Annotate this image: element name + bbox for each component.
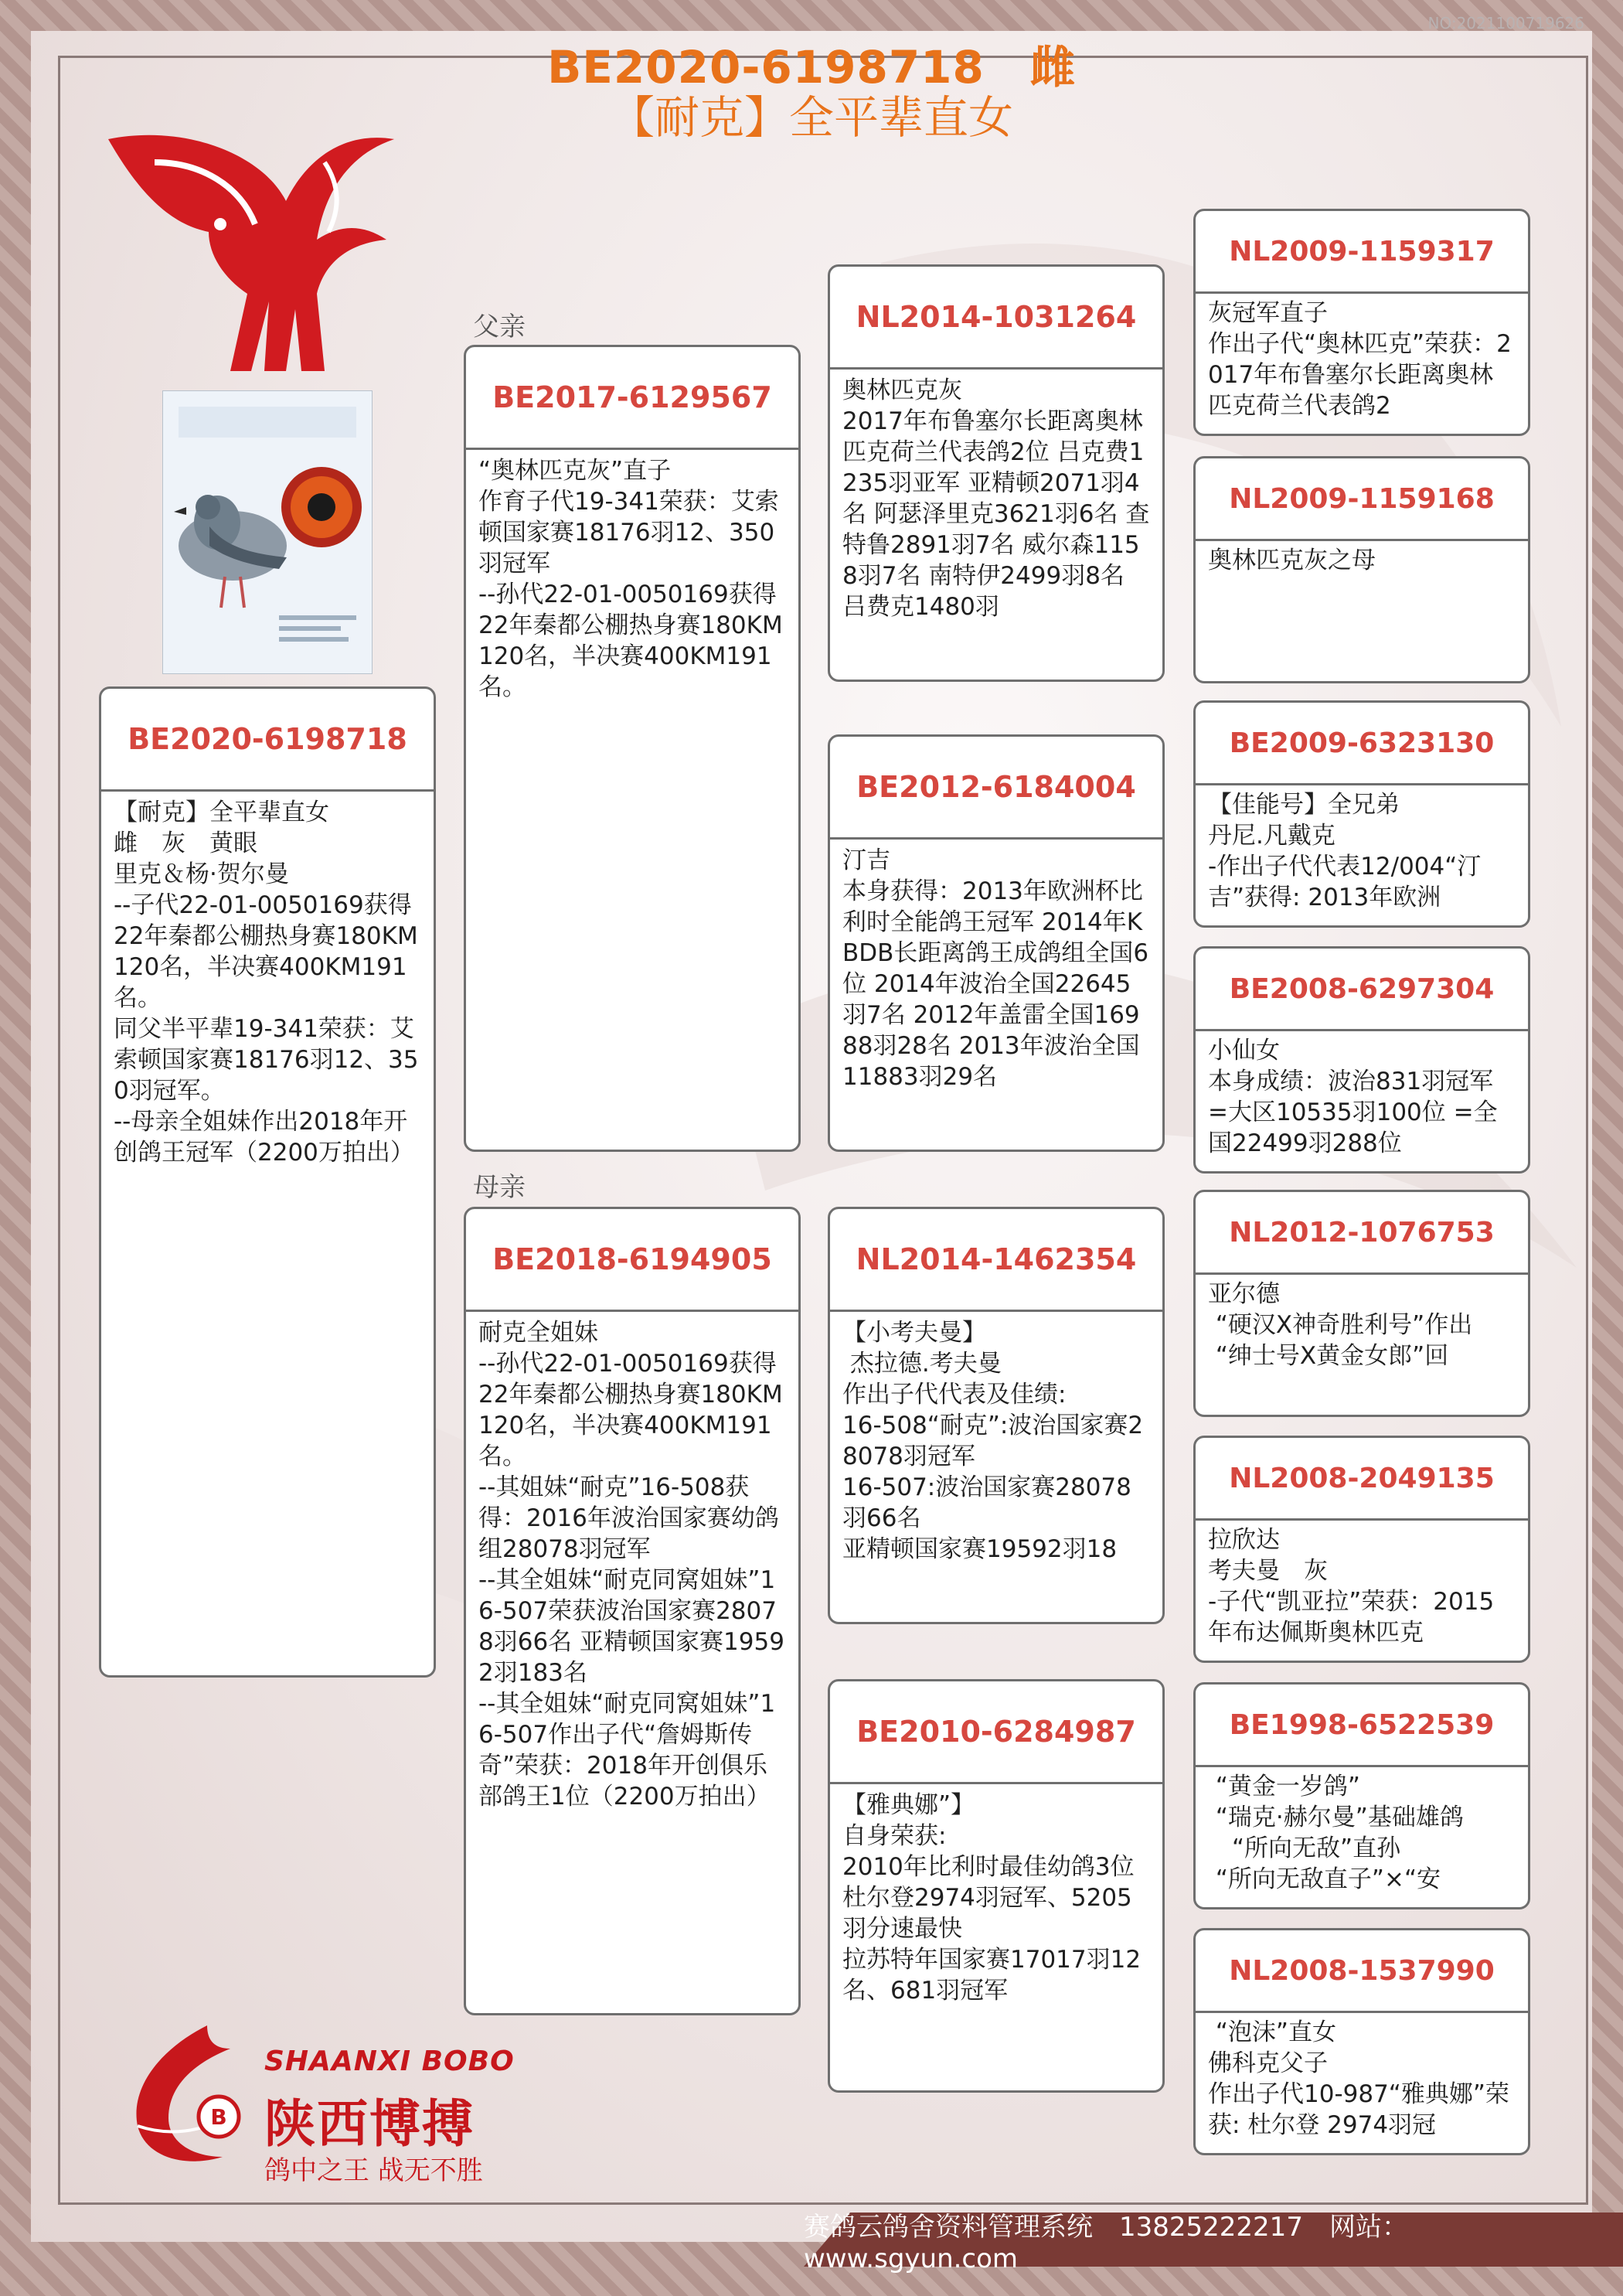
great-grandparent-ring-number: NL2009-1159317 bbox=[1196, 211, 1528, 294]
great-grandparent-notes: “泡沫”直女 佛科克父子 作出子代10-987“雅典娜”荣获: 杜尔登 2974羽冠 bbox=[1208, 2018, 1509, 2139]
great-grandparent-notes: 亚尔德 “硬汉X神奇胜利号”作出 “绅士号X黄金女郎”回 bbox=[1208, 1280, 1473, 1370]
brand-phoenix-icon bbox=[114, 2018, 269, 2172]
svg-text:B: B bbox=[210, 2104, 227, 2130]
father-label: 父亲 bbox=[473, 312, 526, 342]
great-grandparent-notes: 小仙女 本身成绩：波治831羽冠军 =大区10535羽100位 =全国22499羽288位 bbox=[1208, 1037, 1498, 1157]
pigeon-image bbox=[163, 391, 372, 673]
grandparent-card bbox=[828, 734, 1165, 1152]
great-grandparent-ring-number: NL2009-1159168 bbox=[1196, 458, 1528, 541]
mother-notes: 耐克全姐妹 --孙代22-01-0050169获得22年秦都公棚热身赛180KM120名，半决赛400KM191名。 --其姐妹“耐克”16-508获得：2016年波治国家赛幼鸽组28078羽冠军 --其全姐妹“耐克同窝姐妹”16-507荣获波治国家赛28078羽66名 亚精顿国家赛19592羽183名 --其全姐妹“耐克同窝姐妹”16-507作出子代“詹姆斯传奇”荣获：2018年开创俱乐部鸽王1位（2200万拍出） bbox=[478, 1319, 784, 1811]
great-grandparent-notes: “黄金一岁鸽” “瑞克·赫尔曼”基础雄鸽 “所向无敌”直孙 “所向无敌直子”×“安 bbox=[1215, 1773, 1464, 1893]
grandparent-ring-number: NL2014-1462354 bbox=[830, 1209, 1162, 1312]
great-grandparent-card bbox=[1193, 1190, 1530, 1417]
great-grandparent-card bbox=[1193, 1436, 1530, 1663]
great-grandparent-card bbox=[1193, 1682, 1530, 1909]
grandparent-card bbox=[828, 1679, 1165, 2093]
grandparent-card bbox=[828, 1207, 1165, 1624]
subject-ring-number: BE2020-6198718 bbox=[101, 689, 434, 792]
grandparent-ring-number: BE2012-6184004 bbox=[830, 737, 1162, 840]
great-grandparent-ring-number: BE2009-6323130 bbox=[1196, 703, 1528, 785]
mother-card bbox=[464, 1207, 801, 2015]
great-grandparent-card bbox=[1193, 209, 1530, 436]
grandparent-notes: 【雅典娜”】 自身荣获: 2010年比利时最佳幼鸽3位 杜尔登2974羽冠军、5205 羽分速最快 拉苏特年国家赛17017羽12名、681羽冠军 bbox=[842, 1791, 1142, 2005]
great-grandparent-ring-number: NL2012-1076753 bbox=[1196, 1192, 1528, 1275]
father-ring-number: BE2017-6129567 bbox=[466, 347, 798, 450]
great-grandparent-notes: 【佳能号】全兄弟 丹尼.凡戴克 -作出子代代表12/004“汀吉”获得: 2013年欧洲 bbox=[1208, 791, 1482, 911]
great-grandparent-ring-number: NL2008-1537990 bbox=[1196, 1930, 1528, 2013]
grandparent-notes: 汀吉 本身获得：2013年欧洲杯比利时全能鸽王冠军 2014年KBDB长距离鸽王成鸽组全国6位 2014年波治全国22645羽7名 2012年盖雷全国16988羽28名 2013年波治全国11883羽29名 bbox=[842, 847, 1149, 1091]
mother-label: 母亲 bbox=[473, 1172, 526, 1203]
grandparent-card bbox=[828, 264, 1165, 682]
father-card bbox=[464, 345, 801, 1152]
brand-slogan: 鸽中之王 战无不胜 bbox=[264, 2155, 483, 2186]
great-grandparent-card bbox=[1193, 700, 1530, 928]
pigeon-photo bbox=[162, 390, 373, 674]
great-grandparent-card bbox=[1193, 1928, 1530, 2155]
page-subtitle: 【耐克】全平辈直女 bbox=[609, 91, 1013, 144]
great-grandparent-ring-number: NL2008-2049135 bbox=[1196, 1438, 1528, 1521]
subject-notes: 【耐克】全平辈直女 雌 灰 黄眼 里克＆杨·贺尔曼 --子代22-01-0050169获得22年秦都公棚热身赛180KM120名，半决赛400KM191名。 同父半平辈19-341荣获：艾索顿国家赛18176羽12、350羽冠军。 --母亲全姐妹作出2018年开创鸽王冠军（2200万拍出） bbox=[114, 799, 419, 1167]
page-title: BE2020-6198718 雌 bbox=[547, 41, 1076, 94]
great-grandparent-notes: 拉欣达 考夫曼 灰 -子代“凯亚拉”荣获：2015年布达佩斯奥林匹克 bbox=[1208, 1526, 1495, 1647]
grandparent-ring-number: NL2014-1031264 bbox=[830, 267, 1162, 370]
mother-ring-number: BE2018-6194905 bbox=[466, 1209, 798, 1312]
phoenix-logo-icon bbox=[93, 108, 402, 387]
grandparent-notes: 奥林匹克灰 2017年布鲁塞尔长距离奥林匹克荷兰代表鸽2位 吕克费1235羽亚军 亚精顿2071羽4名 阿瑟泽里克3621羽6名 查特鲁2891羽7名 威尔森1158羽7名 南特伊2499羽8名 吕费克1480羽 bbox=[842, 376, 1150, 621]
great-grandparent-notes: 灰冠军直子 作出子代“奥林匹克”荣获：2017年布鲁塞尔长距离奥林匹克荷兰代表鸽2 bbox=[1208, 299, 1512, 420]
great-grandparent-notes: 奥林匹克灰之母 bbox=[1208, 547, 1376, 574]
father-notes: “奥林匹克灰”直子 作育子代19-341荣获：艾索顿国家赛18176羽12、350羽冠军 --孙代22-01-0050169获得22年秦都公棚热身赛180KM120名，半决赛400KM191名。 bbox=[478, 457, 783, 701]
brand-name-en: SHAANXI BOBO bbox=[264, 2046, 515, 2077]
footer-text: 赛鸽云鸽舍资料管理系统 13825222217 网站：www.sgyun.com bbox=[804, 2211, 1408, 2274]
grandparent-ring-number: BE2010-6284987 bbox=[830, 1681, 1162, 1784]
subject-card bbox=[99, 686, 436, 1678]
great-grandparent-card bbox=[1193, 946, 1530, 1174]
great-grandparent-ring-number: BE1998-6522539 bbox=[1196, 1685, 1528, 1767]
great-grandparent-ring-number: BE2008-6297304 bbox=[1196, 949, 1528, 1031]
grandparent-notes: 【小考夫曼】 杰拉德.考夫曼 作出子代代表及佳绩: 16-508“耐克”:波治国家赛28078羽冠军 16-507:波治国家赛28078羽66名 亚精顿国家赛19592羽18 bbox=[842, 1319, 1144, 1563]
brand-name-cn: 陕西博搏 bbox=[264, 2094, 475, 2154]
great-grandparent-card bbox=[1193, 456, 1530, 683]
document-number: NO:2021100719626 bbox=[1427, 14, 1584, 32]
